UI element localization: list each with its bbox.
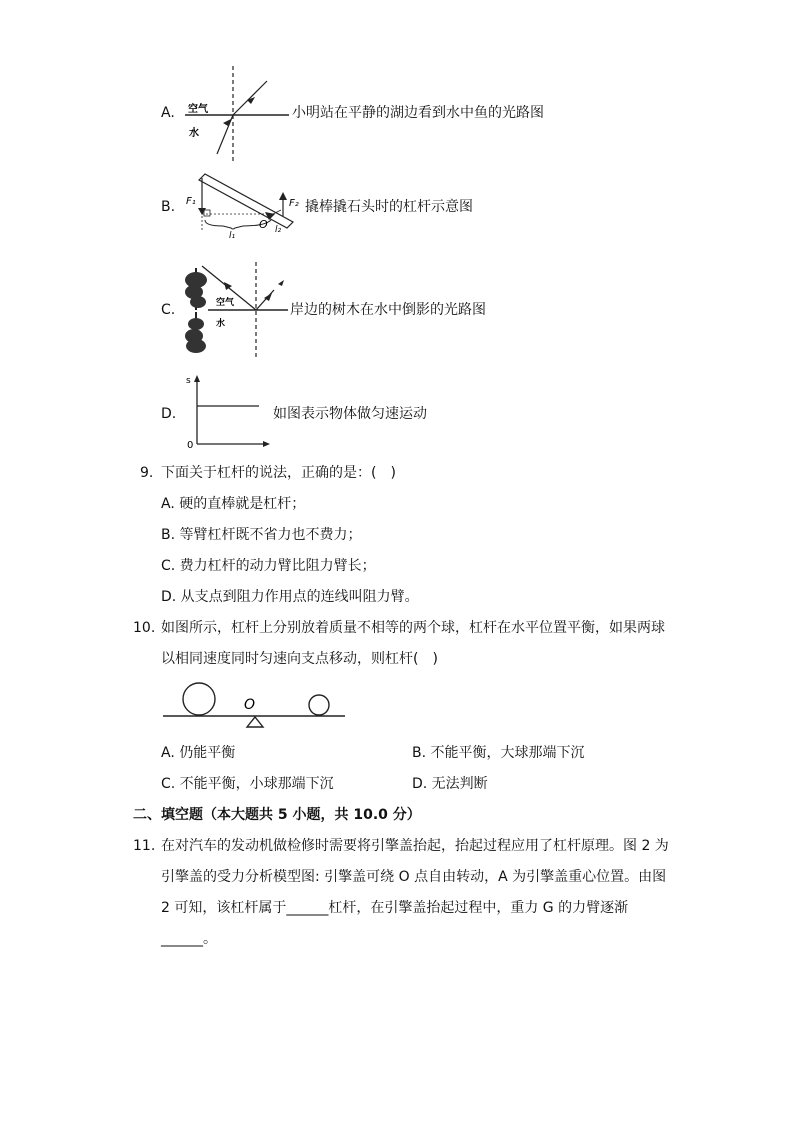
big-ball	[183, 683, 215, 715]
q10-option-c[interactable]: C. 不能平衡，小球那端下沉	[161, 776, 334, 792]
small-ball	[309, 695, 329, 715]
label-water: 水	[216, 319, 226, 329]
q9-option-c[interactable]: C. 费力杠杆的动力臂比阻力臂长；	[161, 558, 376, 574]
question-number: 9.	[140, 465, 154, 481]
option-a-letter: A.	[161, 105, 175, 121]
arrow-icon	[194, 375, 200, 382]
option-b-figure	[183, 170, 303, 240]
q10-option-a[interactable]: A. 仍能平衡	[161, 745, 236, 761]
label-air: 空气	[188, 104, 208, 115]
question-line3: 2 可知，该杠杆属于______杠杆，在引擎盖抬起过程中，重力 G 的力臂逐渐	[161, 900, 629, 916]
ray-water	[217, 115, 233, 154]
q10-option-b[interactable]: B. 不能平衡，大球那端下沉	[412, 745, 585, 761]
label-f2: F₂	[289, 198, 299, 209]
question-number: 10.	[133, 620, 156, 636]
label-air: 空气	[216, 298, 235, 308]
q9-option-a[interactable]: A. 硬的直棒就是杠杆；	[161, 496, 306, 512]
label-o: O	[259, 218, 268, 231]
ray-air	[233, 81, 267, 115]
option-d-letter: D.	[161, 406, 177, 422]
label-o: O	[244, 697, 256, 713]
option-b-letter: B.	[161, 199, 176, 215]
question-stem: 下面关于杠杆的说法，正确的是：( )	[161, 465, 396, 481]
right-angle-mark	[204, 210, 210, 216]
question-line1: 在对汽车的发动机做检修时需要将引擎盖抬起，抬起过程应用了杠杆原理。图 2 为	[161, 838, 669, 854]
arrow-icon	[263, 441, 270, 447]
label-l2: l₂	[275, 225, 282, 235]
arrow-icon	[279, 192, 287, 200]
lever-bar	[199, 174, 293, 228]
arrow-icon	[247, 97, 255, 104]
question-line4: ______。	[161, 931, 217, 947]
fulcrum	[247, 717, 263, 727]
label-origin: 0	[187, 440, 194, 450]
label-l1: l₁	[229, 231, 236, 240]
option-c-letter: C.	[161, 302, 176, 318]
option-b-text: 撬棒撬石头时的杠杆示意图	[305, 199, 473, 215]
label-f1: F₁	[186, 196, 196, 207]
question-stem-line2: 以相同速度同时匀速向支点移动，则杠杆( )	[161, 651, 438, 667]
label-s: s	[186, 376, 191, 386]
option-a-figure	[185, 66, 295, 161]
label-water: 水	[189, 128, 199, 139]
option-d-graph	[183, 372, 273, 450]
option-c-figure	[180, 258, 290, 358]
option-d-text: 如图表示物体做匀速运动	[273, 406, 427, 422]
q10-option-d[interactable]: D. 无法判断	[412, 776, 488, 792]
option-c-text: 岸边的树木在水中倒影的光路图	[290, 302, 486, 318]
question-stem-line1: 如图所示，杠杆上分别放着质量不相等的两个球，杠杆在水平位置平衡，如果两球	[161, 620, 665, 636]
section-heading: 二、填空题（本大题共 5 小题，共 10.0 分）	[133, 807, 421, 823]
option-a-text: 小明站在平静的湖边看到水中鱼的光路图	[292, 105, 544, 121]
question-number: 11.	[133, 838, 156, 854]
q9-option-d[interactable]: D. 从支点到阻力作用点的连线叫阻力臂。	[161, 589, 419, 605]
reflected-ray	[256, 290, 274, 310]
q9-option-b[interactable]: B. 等臂杠杆既不省力也不费力；	[161, 527, 362, 543]
eye-icon	[278, 280, 284, 286]
question-line2: 引擎盖的受力分析模型图: 引擎盖可绕 O 点自由转动，A 为引擎盖重心位置。由图	[161, 869, 667, 885]
lever-balls-figure	[160, 680, 350, 732]
tree-icon	[185, 268, 207, 353]
